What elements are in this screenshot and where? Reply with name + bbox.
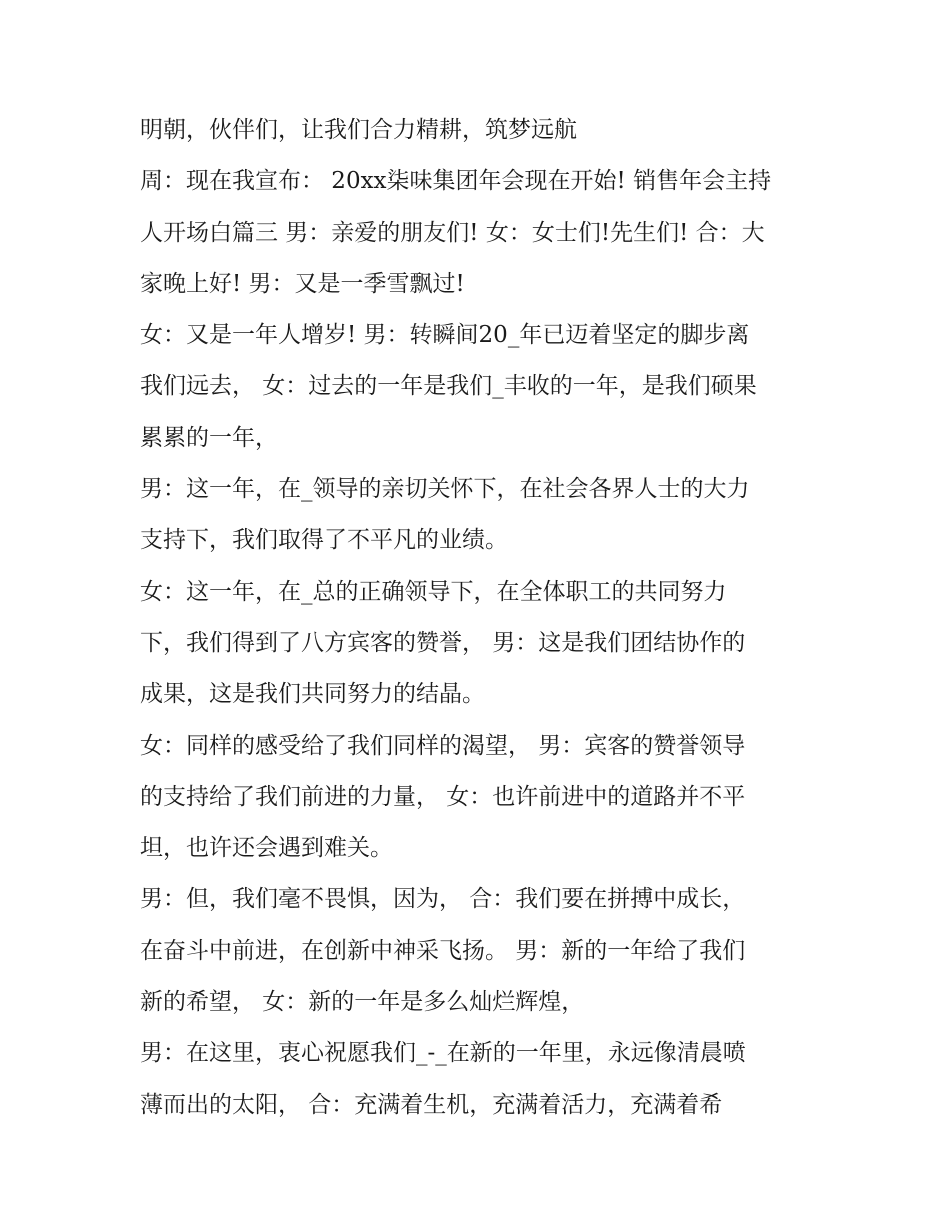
text-line: 下，我们得到了八方宾客的赞誉， 男：这是我们团结协作的 bbox=[140, 629, 746, 656]
text-line: 人开场白篇三 男：亲爱的朋友们! 女：女士们!先生们! 合：大 bbox=[140, 219, 765, 246]
document-body bbox=[140, 108, 820, 1134]
text-line: 薄而出的太阳， 合：充满着生机，充满着活力，充满着希 bbox=[140, 1091, 723, 1118]
text-line: 男：在这里，衷心祝愿我们_-_在新的一年里，永远像清晨喷 bbox=[140, 1040, 746, 1067]
text-line: 女：又是一年人增岁! 男：转瞬间20_年已迈着坚定的脚步离 bbox=[140, 322, 750, 349]
text-line: 坦，也许还会遇到难关。 bbox=[140, 835, 393, 862]
text-line: 累累的一年， bbox=[140, 424, 278, 451]
text-line: 支持下，我们取得了不平凡的业绩。 bbox=[140, 527, 508, 554]
text-line: 家晚上好! 男：又是一季雪飘过! bbox=[140, 270, 465, 297]
text-line: 新的希望， 女：新的一年是多么灿烂辉煌， bbox=[140, 989, 585, 1016]
text-line: 男：这一年，在_领导的亲切关怀下，在社会各界人士的大力 bbox=[140, 476, 750, 503]
text-line: 在奋斗中前进，在创新中神采飞扬。 男：新的一年给了我们 bbox=[140, 937, 746, 964]
text-line: 明朝，伙伴们，让我们合力精耕，筑梦远航 bbox=[140, 117, 577, 143]
text-line: 周：现在我宣布： 20xx柒味集团年会现在开始! 销售年会主持 bbox=[140, 168, 772, 195]
text-line: 女：同样的感受给了我们同样的渴望， 男：宾客的赞誉领导 bbox=[140, 732, 746, 759]
text-line: 成果，这是我们共同努力的结晶。 bbox=[140, 681, 485, 708]
text-line: 女：这一年，在_总的正确领导下，在全体职工的共同努力 bbox=[140, 578, 727, 605]
text-line: 我们远去， 女：过去的一年是我们_丰收的一年，是我们硕果 bbox=[140, 373, 757, 400]
text-line: 的支持给了我们前进的力量， 女：也许前进中的道路并不平 bbox=[140, 783, 746, 810]
text-line: 男：但，我们毫不畏惧，因为， 合：我们要在拼搏中成长， bbox=[140, 886, 746, 913]
